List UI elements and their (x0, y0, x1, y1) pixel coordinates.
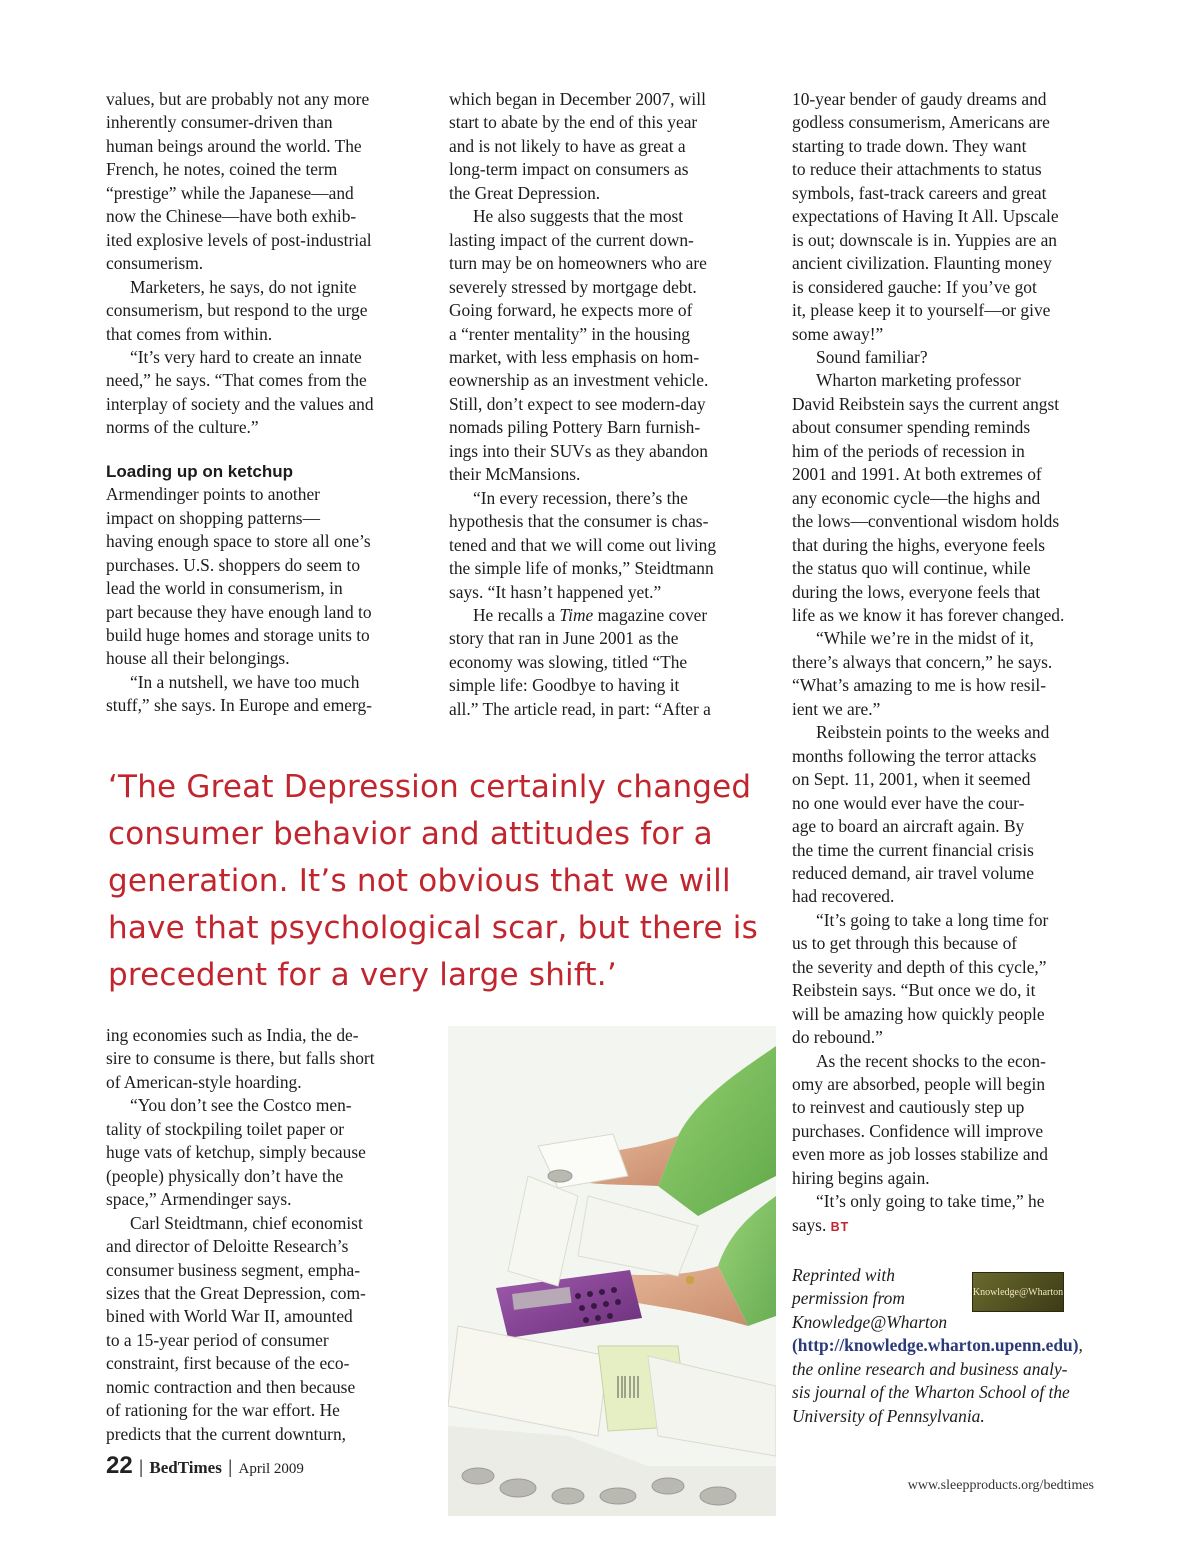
pull-quote-line: ‘The Great Depression certainly changed (108, 769, 752, 805)
body-line: there’s always that concern,” he says. (792, 651, 1053, 672)
body-line: “In a nutshell, we have too much (130, 671, 360, 692)
body-line: had recovered. (792, 886, 895, 907)
body-line: expectations of Having It All. Upscale (792, 206, 1059, 227)
body-line: Marketers, he says, do not ignite (130, 276, 357, 297)
body-line: David Reibstein says the current angst (792, 393, 1060, 414)
body-line: turn may be on homeowners who are (449, 253, 707, 274)
knowledge-wharton-logo: Knowledge@Wharton (972, 1272, 1064, 1312)
pull-quote-line: consumer behavior and attitudes for a (108, 816, 713, 852)
body-line: of American-style hoarding. (106, 1071, 302, 1092)
body-line: Carl Steidtmann, chief economist (130, 1212, 363, 1233)
body-line: predicts that the current downturn, (106, 1423, 347, 1444)
body-line: French, he notes, coined the term (106, 159, 338, 180)
body-line: consumerism, but respond to the urge (106, 300, 368, 321)
body-line: a “renter mentality” in the housing (449, 323, 690, 344)
body-line: the Great Depression. (449, 182, 601, 203)
body-line: to a 15-year period of consumer (106, 1329, 329, 1350)
body-line: “prestige” while the Japanese—and (106, 182, 354, 203)
body-line: sire to consume is there, but falls short (106, 1048, 375, 1069)
body-line: purchases. U.S. shoppers do seem to (106, 554, 361, 575)
body-line: godless consumerism, Americans are (792, 112, 1050, 133)
body-line: As the recent shocks to the econ- (816, 1050, 1046, 1071)
magazine-title-italic: Time (559, 604, 594, 625)
body-line: economy was slowing, titled “The (449, 651, 688, 672)
body-line: purchases. Confidence will improve (792, 1120, 1044, 1141)
body-line: house all their belongings. (106, 648, 290, 669)
body-line: story that ran in June 2001 as the (449, 628, 679, 649)
credit-line: sis journal of the Wharton School of the (792, 1382, 1070, 1403)
pull-quote-line: precedent for a very large shift.’ (108, 957, 617, 993)
text-run: says. (792, 1214, 831, 1235)
body-line: “While we’re in the midst of it, (816, 628, 1034, 649)
body-line: about consumer spending reminds (792, 417, 1031, 438)
body-line: the severity and depth of this cycle,” (792, 956, 1047, 977)
body-line: ing economies such as India, the de- (106, 1025, 359, 1045)
footer-website-link[interactable]: www.sleepproducts.org/bedtimes (907, 1478, 1094, 1493)
body-line: start to abate by the end of this year (449, 112, 698, 133)
body-line: him of the periods of recession in (792, 440, 1025, 461)
text-run: He recalls a (473, 604, 560, 625)
calculator-receipts-photo (448, 1026, 776, 1516)
body-line: tality of stockpiling toilet paper or (106, 1118, 345, 1139)
body-line: nomic contraction and then because (106, 1376, 356, 1397)
separator: | (227, 1457, 233, 1477)
column-1 (106, 88, 411, 718)
pull-quote-line: have that psychological scar, but there is (108, 910, 758, 946)
body-line: even more as job losses stabilize and (792, 1144, 1048, 1165)
body-line: the time the current financial crisis (792, 839, 1034, 860)
credit-line (792, 1334, 1100, 1357)
credit-line: Knowledge@Wharton (792, 1311, 948, 1332)
text-run: , (1078, 1335, 1083, 1356)
body-line: Reibstein points to the weeks and (816, 722, 1050, 743)
separator: | (138, 1457, 144, 1477)
issue-date: April 2009 (238, 1461, 304, 1477)
body-line: of rationing for the war effort. He (106, 1400, 340, 1421)
body-line: lasting impact of the current down- (449, 229, 694, 250)
photo-illustration (448, 1026, 776, 1516)
text-run: magazine cover (593, 604, 708, 625)
body-line: on Sept. 11, 2001, when it seemed (792, 769, 1031, 790)
body-line: ancient civilization. Flaunting money (792, 253, 1052, 274)
body-line: is considered gauche: If you’ve got (792, 276, 1037, 297)
body-line: long-term impact on consumers as (449, 159, 689, 180)
body-line: “You don’t see the Costco men- (130, 1095, 352, 1116)
body-line: “It’s only going to take time,” he (816, 1191, 1045, 1212)
body-line: severely stressed by mortgage debt. (449, 276, 697, 297)
body-line: “In every recession, there’s the (473, 487, 688, 508)
body-line: space,” Armendinger says. (106, 1189, 292, 1210)
pull-quote-line: generation. It’s not obvious that we will (108, 863, 731, 899)
body-line: huge vats of ketchup, simply because (106, 1142, 366, 1163)
body-line: Wharton marketing professor (816, 370, 1021, 391)
body-line: eownership as an investment vehicle. (449, 370, 709, 391)
body-line: life as we know it has forever changed. (792, 604, 1065, 625)
magazine-name: BedTimes (149, 1458, 222, 1477)
body-line: any economic cycle—the highs and (792, 487, 1041, 508)
credit-line: Reprinted with (792, 1265, 895, 1285)
body-line: “It’s going to take a long time for (816, 909, 1049, 930)
pull-quote (108, 764, 768, 999)
body-line: to reduce their attachments to status (792, 159, 1042, 180)
body-line (449, 604, 754, 627)
body-line: consumerism. (106, 253, 204, 274)
body-line: Sound familiar? (816, 346, 928, 367)
body-line: tened and that we will come out living (449, 534, 717, 555)
column-2 (449, 88, 754, 721)
body-line: human beings around the world. The (106, 135, 362, 156)
body-line: will be amazing how quickly people (792, 1003, 1045, 1024)
body-line: lead the world in consumerism, in (106, 578, 343, 599)
body-line: “It’s very hard to create an innate (130, 346, 362, 367)
body-line (792, 1214, 1097, 1239)
body-line: (people) physically don’t have the (106, 1165, 344, 1186)
body-line: simple life: Goodbye to having it (449, 675, 680, 696)
footer-folio (106, 1452, 304, 1480)
body-line: Going forward, he expects more of (449, 300, 693, 321)
body-line: 2001 and 1991. At both extremes of (792, 464, 1042, 485)
body-line: the status quo will continue, while (792, 558, 1031, 579)
body-line: which began in December 2007, will (449, 89, 706, 109)
column-3 (792, 88, 1097, 1239)
body-line: part because they have enough land to (106, 601, 372, 622)
body-line: omy are absorbed, people will begin (792, 1074, 1046, 1095)
body-line: need,” he says. “That comes from the (106, 370, 367, 391)
body-line: to reinvest and cautiously step up (792, 1097, 1025, 1118)
column-4 (106, 1024, 411, 1446)
body-line: it, please keep it to yourself—or give (792, 300, 1051, 321)
body-line: their McMansions. (449, 464, 581, 485)
body-line: interplay of society and the values and (106, 393, 374, 414)
body-line: reduced demand, air travel volume (792, 862, 1034, 883)
body-line: that during the highs, everyone feels (792, 534, 1046, 555)
body-line: no one would ever have the cour- (792, 792, 1025, 813)
body-line: inherently consumer-driven than (106, 112, 333, 133)
section-subhead: Loading up on ketchup (106, 461, 293, 481)
body-line: having enough space to store all one’s (106, 531, 371, 552)
body-line: says. “It hasn’t happened yet.” (449, 581, 662, 602)
body-line: now the Chinese—have both exhib- (106, 206, 357, 227)
body-line: Armendinger points to another (106, 484, 320, 505)
body-line: symbols, fast-track careers and great (792, 182, 1047, 203)
body-line: build huge homes and storage units to (106, 624, 370, 645)
body-line: age to board an aircraft again. By (792, 816, 1025, 837)
body-line: ited explosive levels of post-industrial (106, 229, 372, 250)
body-line: hiring begins again. (792, 1167, 930, 1188)
body-line: He also suggests that the most (473, 206, 684, 227)
page-number: 22 (106, 1452, 133, 1479)
body-line: ings into their SUVs as they abandon (449, 440, 708, 461)
body-line: consumer business segment, empha- (106, 1259, 361, 1280)
body-line: ient we are.” (792, 698, 881, 719)
body-line: sizes that the Great Depression, com- (106, 1282, 366, 1303)
credit-line: the online research and business analy- (792, 1358, 1068, 1379)
end-mark: BT (830, 1219, 850, 1234)
body-line: the lows—conventional wisdom holds (792, 511, 1060, 532)
body-line: values, but are probably not any more (106, 89, 370, 109)
credit-line: University of Pennsylvania. (792, 1405, 985, 1426)
body-line: norms of the culture.” (106, 417, 259, 438)
body-line: Reibstein says. “But once we do, it (792, 980, 1036, 1001)
body-line: hypothesis that the consumer is chas- (449, 511, 709, 532)
body-line: the simple life of monks,” Steidtmann (449, 558, 714, 579)
body-line: us to get through this because of (792, 933, 1018, 954)
body-line: bined with World War II, amounted (106, 1306, 353, 1327)
body-line: during the lows, everyone feels that (792, 581, 1041, 602)
body-line: all.” The article read, in part: “After a (449, 698, 711, 719)
body-line: that comes from within. (106, 323, 273, 344)
body-line: and is not likely to have as great a (449, 135, 686, 156)
credit-line: permission from (792, 1288, 905, 1309)
body-line: is out; downscale is in. Yuppies are an (792, 229, 1057, 250)
body-line: “What’s amazing to me is how resil- (792, 675, 1047, 696)
body-line: nomads piling Pottery Barn furnish- (449, 417, 701, 438)
body-line: constraint, first because of the eco- (106, 1353, 350, 1374)
body-line: stuff,” she says. In Europe and emerg- (106, 695, 372, 716)
body-line: and director of Deloitte Research’s (106, 1236, 349, 1257)
body-line: months following the terror attacks (792, 745, 1037, 766)
body-line: some away!” (792, 323, 884, 344)
body-line: 10-year bender of gaudy dreams and (792, 89, 1047, 109)
body-line: market, with less emphasis on hom- (449, 346, 700, 367)
body-line: do rebound.” (792, 1027, 883, 1048)
body-line: impact on shopping patterns— (106, 507, 320, 528)
body-line: Still, don’t expect to see modern-day (449, 393, 706, 414)
source-url-link[interactable]: (http://knowledge.wharton.upenn.edu) (792, 1335, 1079, 1356)
body-line: starting to trade down. They want (792, 135, 1027, 156)
